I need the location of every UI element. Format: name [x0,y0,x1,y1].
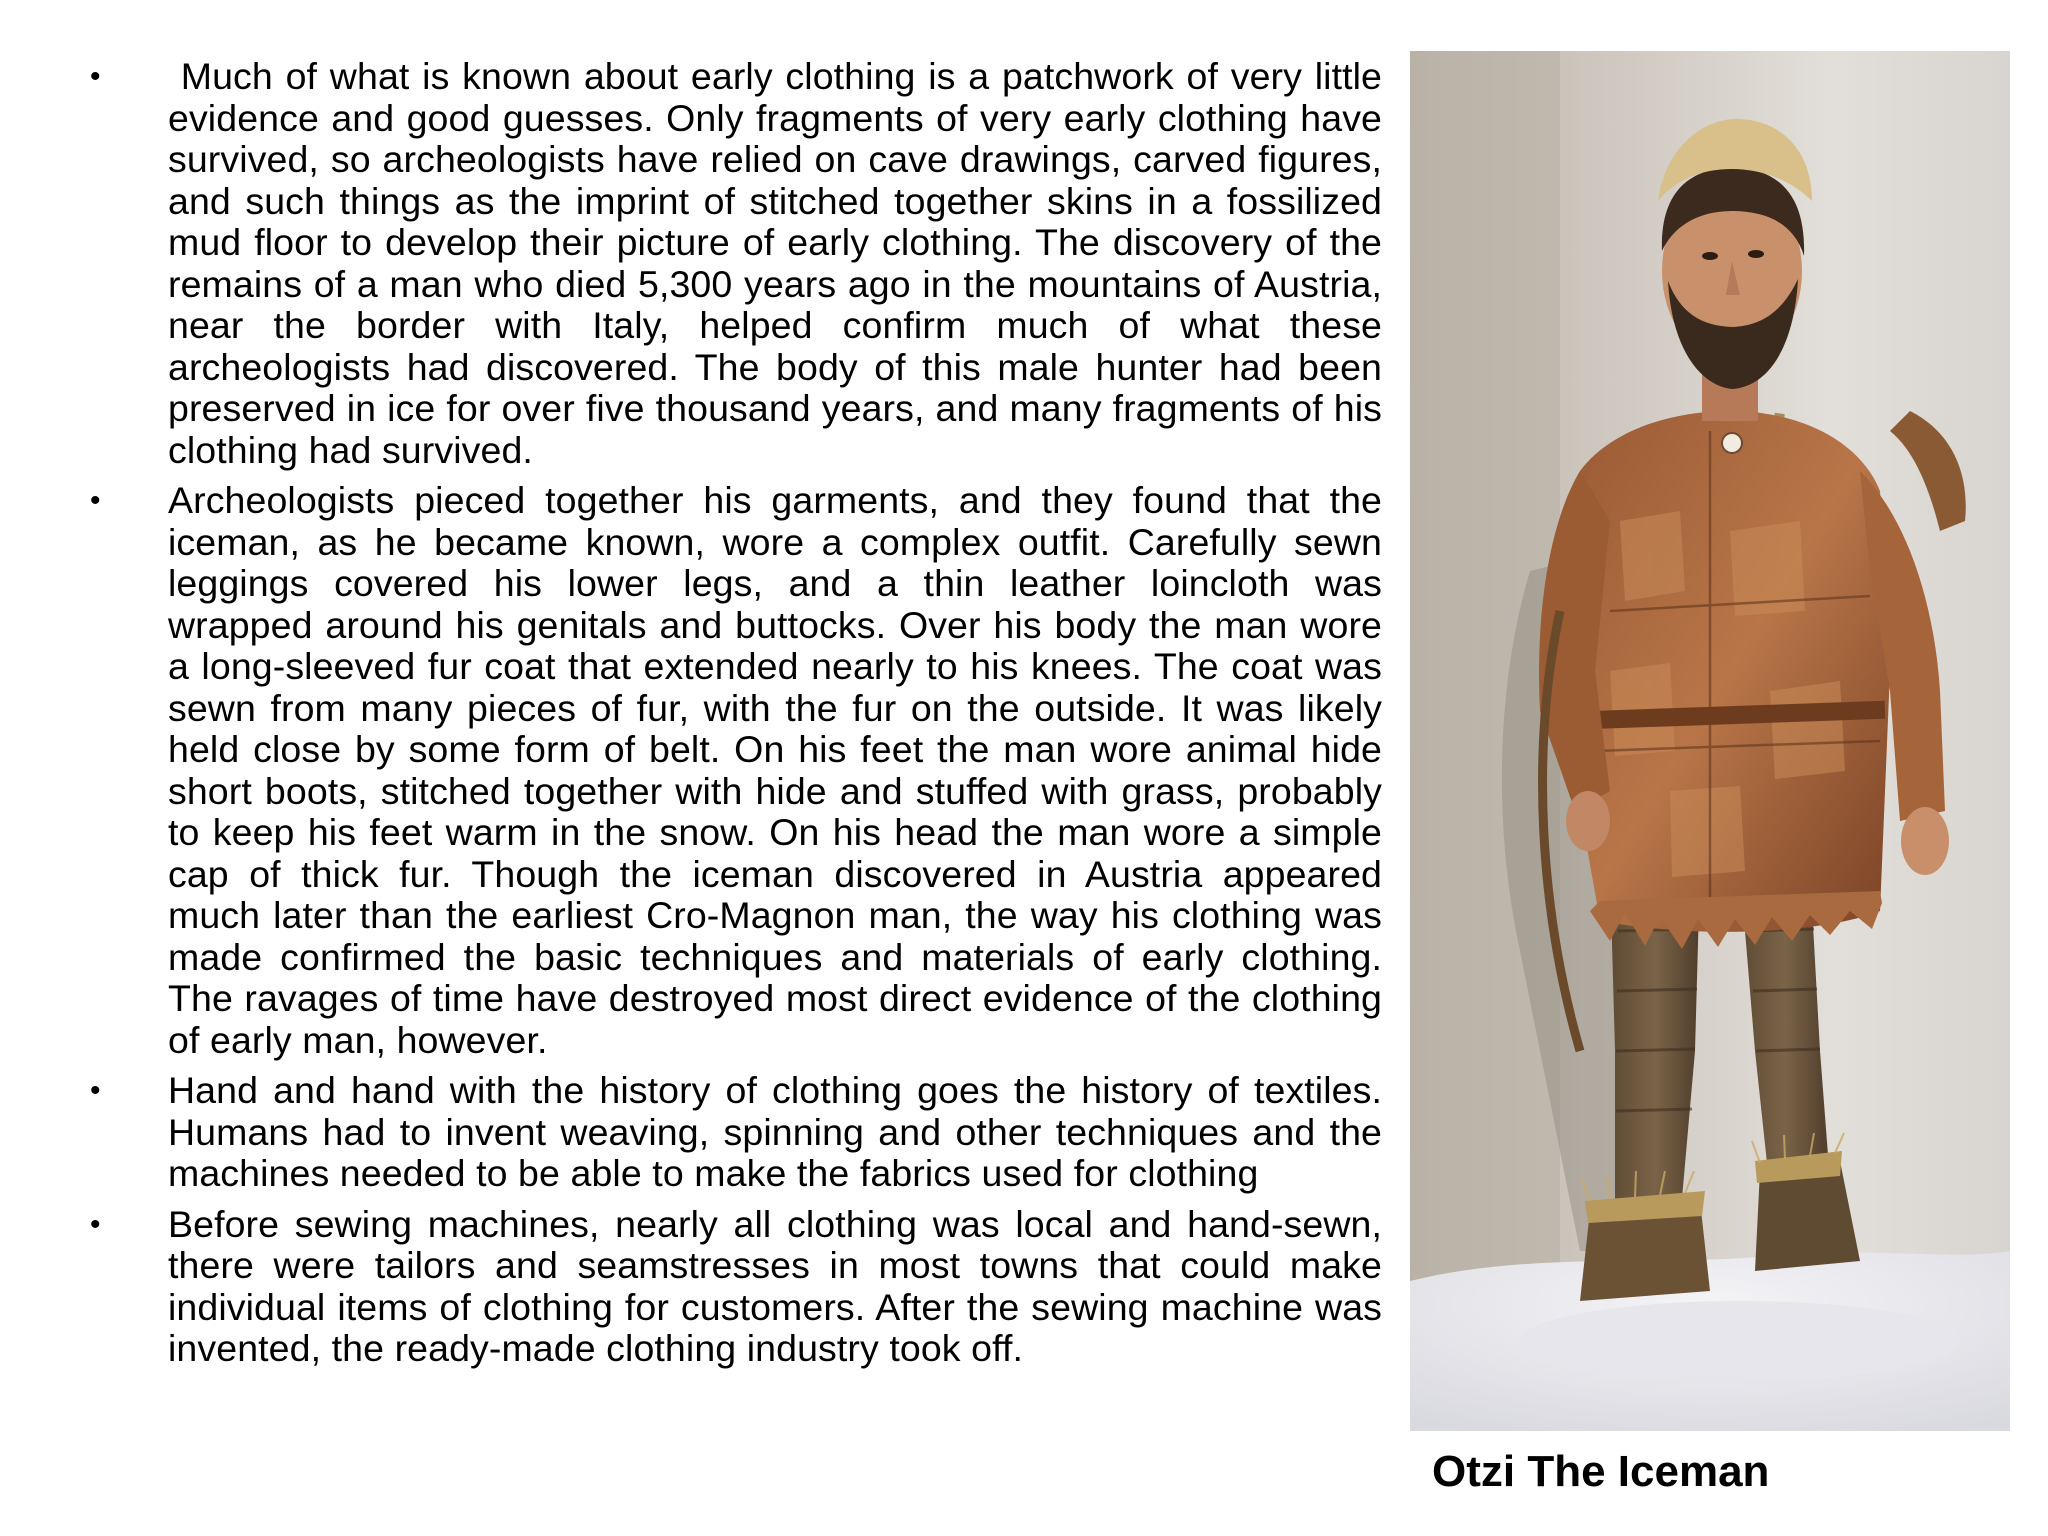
bullet-list [86,55,1393,1379]
bullet-marker: • [90,1074,101,1107]
bullet-text: Much of what is known about early clothing is a patchwork of very little evidence and good guesses. Only fragments of very early clothing have survived, so archeologists have relied on cave drawings, carved figures, and such things as the imprint of stitched together skins in a fossilized mud floor to develop their picture of early clothing. The discovery of the remains of a man who died 5,300 years ago in the mountains of Austria, near the border with Italy, helped confirm much of what these archeologists had discovered. The body of this male hunter had been preserved in ice for over five thousand years, and many fragments of his clothing had survived. [168,55,1393,471]
bullet-marker: • [90,484,101,517]
bullet-text: Before sewing machines, nearly all clothing was local and hand-sewn, there were tailors and seamstresses in most towns that could make individual items of clothing for customers. After the sewing machine was invented, the ready-made clothing industry took off. [168,1202,1382,1369]
iceman-photo [1410,51,2010,1431]
bullet-marker: • [90,60,101,93]
bullet-item [86,55,1393,471]
iceman-figure-illustration [1410,51,2010,1431]
photo-caption: Otzi The Iceman [1432,1447,1770,1496]
bullet-item [86,1204,1382,1370]
bullet-text: Hand and hand with the history of clothing goes the history of textiles. Humans had to invent weaving, spinning and other techniques and the machines needed to be able to make the fabrics used for clothing [168,1069,1382,1194]
bullet-marker: • [90,1207,101,1241]
bullet-item [86,480,1382,1061]
bullet-text: Archeologists pieced together his garments, and they found that the iceman, as he became known, wore a complex outfit. Carefully sewn leggings covered his lower legs, and a thin leather loincloth was wrapped around his genitals and buttocks. Over his body the man wore a long-sleeved fur coat that extended nearly to his knees. The coat was sewn from many pieces of fur, with the fur on the outside. It was likely held close by some form of belt. On his feet the man wore animal hide short boots, stitched together with hide and stuffed with grass, probably to keep his feet warm in the snow. On his head the man wore a simple cap of thick fur. Though the iceman discovered in Austria appeared much later than the earliest Cro-Magnon man, the way his clothing was made confirmed the basic techniques and materials of early clothing. The ravages of time have destroyed most direct evidence of the clothing of early man, however. [168,479,1382,1061]
bullet-item [86,1070,1382,1195]
